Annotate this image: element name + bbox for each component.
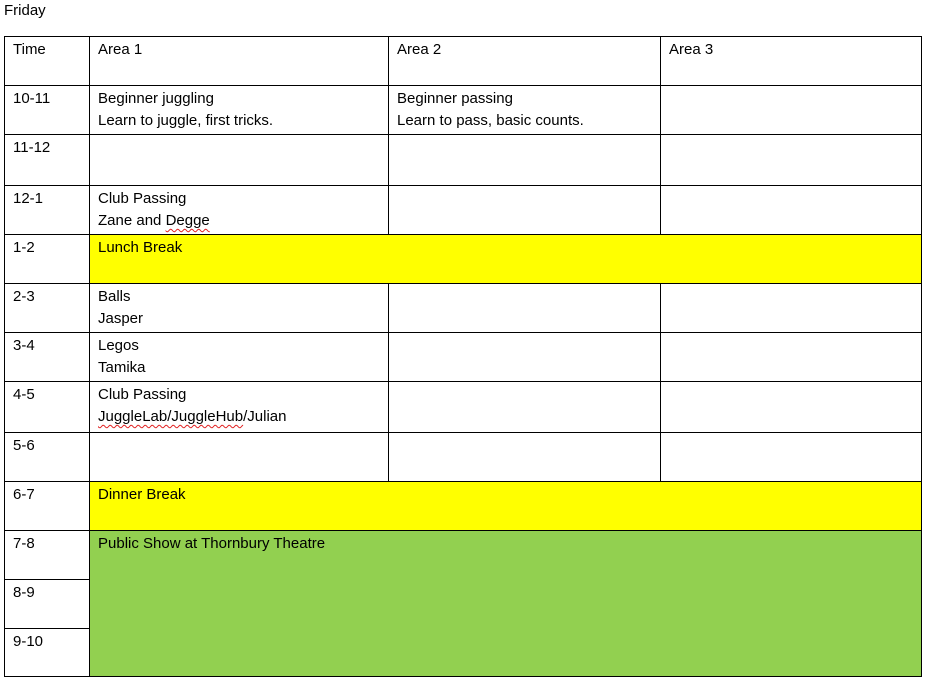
schedule-table (4, 36, 922, 677)
header-time[interactable]: Time (5, 37, 90, 86)
header-area-3[interactable]: Area 3 (661, 37, 922, 86)
table-row (5, 235, 922, 284)
area-2-cell[interactable] (389, 382, 661, 433)
lunch-break-cell[interactable]: Lunch Break (90, 235, 922, 284)
table-row (5, 284, 922, 333)
dinner-break-cell[interactable]: Dinner Break (90, 482, 922, 531)
instructors-text: Zane and (98, 212, 166, 229)
area-3-cell[interactable] (661, 382, 922, 433)
area-1-cell[interactable] (90, 284, 389, 333)
header-row (5, 37, 922, 86)
area-3-cell[interactable] (661, 333, 922, 382)
time-cell[interactable]: 5-6 (5, 433, 90, 482)
session-title: Club Passing (98, 190, 187, 207)
area-2-cell[interactable] (389, 86, 661, 135)
area-3-cell[interactable] (661, 135, 922, 186)
header-area-2[interactable]: Area 2 (389, 37, 661, 86)
time-cell[interactable]: 6-7 (5, 482, 90, 531)
area-2-cell[interactable] (389, 433, 661, 482)
time-cell[interactable]: 9-10 (5, 629, 90, 677)
area-3-cell[interactable] (661, 433, 922, 482)
session-title: Balls (98, 288, 131, 305)
session-instructors (98, 210, 380, 232)
area-1-cell[interactable] (90, 433, 389, 482)
table-row (5, 186, 922, 235)
time-cell[interactable]: 12-1 (5, 186, 90, 235)
area-2-cell[interactable] (389, 135, 661, 186)
time-cell[interactable]: 11-12 (5, 135, 90, 186)
time-cell[interactable]: 8-9 (5, 580, 90, 629)
session-instructors (98, 406, 380, 428)
area-1-cell[interactable] (90, 135, 389, 186)
time-cell[interactable]: 2-3 (5, 284, 90, 333)
misspelled-name: Degge (165, 212, 210, 229)
time-cell[interactable]: 1-2 (5, 235, 90, 284)
area-2-cell[interactable] (389, 284, 661, 333)
area-3-cell[interactable] (661, 86, 922, 135)
table-row (5, 433, 922, 482)
area-2-cell[interactable] (389, 333, 661, 382)
table-row (5, 382, 922, 433)
session-title: Club Passing (98, 386, 187, 403)
area-3-cell[interactable] (661, 284, 922, 333)
session-title: Beginner juggling (98, 90, 214, 107)
area-1-cell[interactable] (90, 333, 389, 382)
area-1-cell[interactable] (90, 86, 389, 135)
session-description: Learn to juggle, first tricks. (98, 112, 274, 129)
table-row (5, 482, 922, 531)
table-row (5, 135, 922, 186)
public-show-cell[interactable]: Public Show at Thornbury Theatre (90, 531, 922, 677)
time-cell[interactable]: 7-8 (5, 531, 90, 580)
session-title: Legos (98, 337, 139, 354)
table-row (5, 333, 922, 382)
session-instructors: Jasper (98, 310, 144, 327)
session-instructors: Tamika (98, 359, 146, 376)
area-3-cell[interactable] (661, 186, 922, 235)
header-area-1[interactable]: Area 1 (90, 37, 389, 86)
table-row (5, 531, 922, 580)
time-cell[interactable]: 3-4 (5, 333, 90, 382)
time-cell[interactable]: 4-5 (5, 382, 90, 433)
table-row (5, 86, 922, 135)
session-title: Beginner passing (397, 90, 513, 107)
time-cell[interactable]: 10-11 (5, 86, 90, 135)
area-1-cell[interactable] (90, 382, 389, 433)
session-description: Learn to pass, basic counts. (397, 112, 584, 129)
area-2-cell[interactable] (389, 186, 661, 235)
instructors-text: /Julian (243, 408, 287, 425)
area-1-cell[interactable] (90, 186, 389, 235)
misspelled-name: JuggleLab/JuggleHub (98, 408, 244, 425)
page-title: Friday (4, 2, 46, 19)
